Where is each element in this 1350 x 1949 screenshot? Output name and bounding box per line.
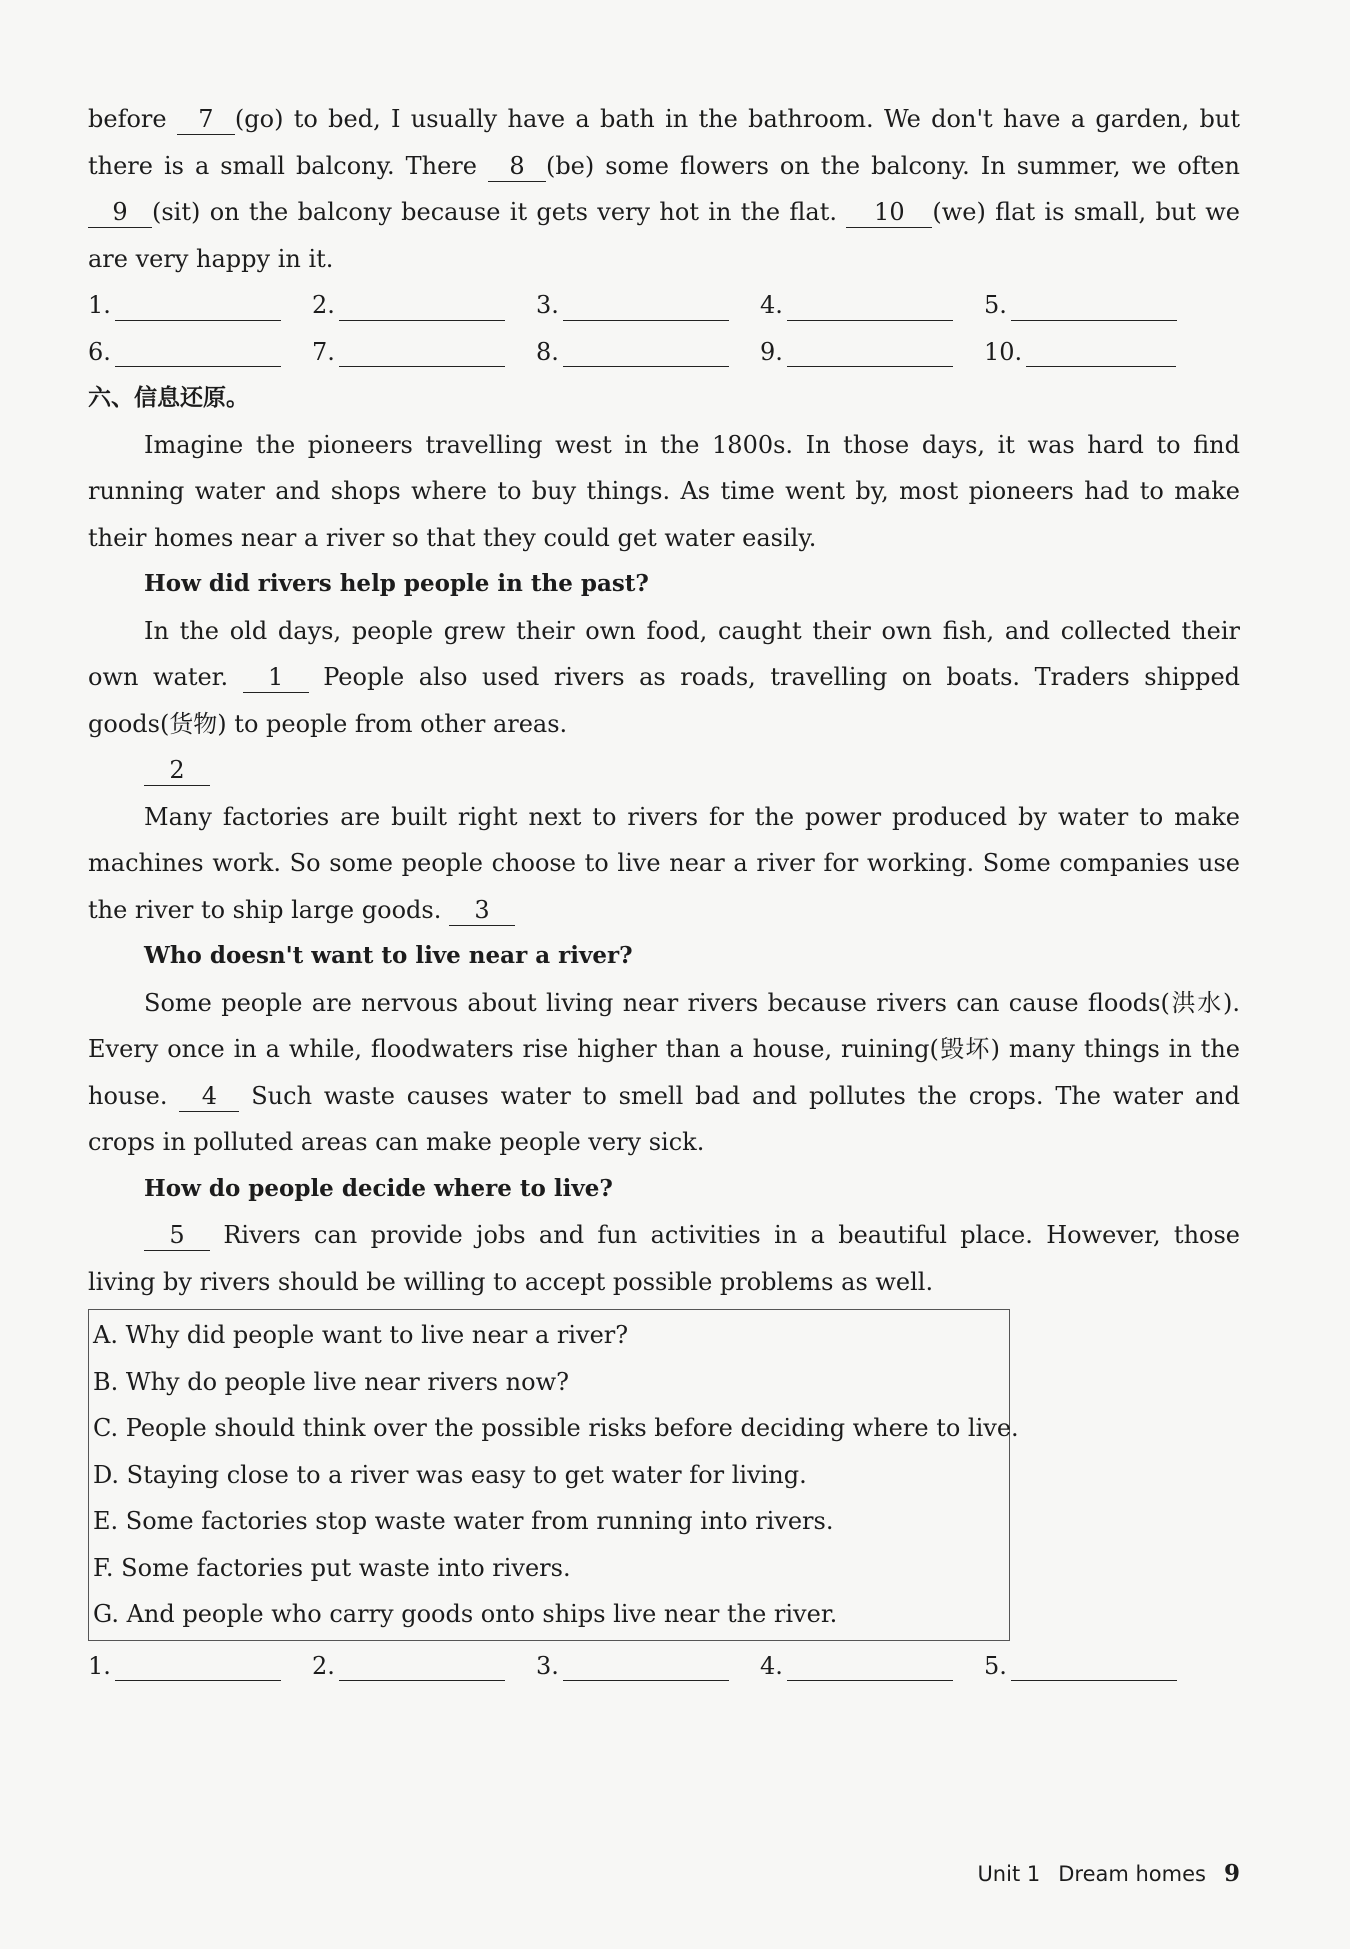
answer-slot[interactable]: 7.	[312, 329, 536, 376]
passage-text: (sit) on the balcony because it gets very hot in the flat.	[152, 198, 847, 226]
answer-row-section6	[88, 1643, 1240, 1690]
section-title: 六、信息还原。	[88, 385, 249, 411]
option-b: B. Why do people live near rivers now?	[93, 1367, 569, 1396]
option-f: F. Some factories put waste into rivers.	[93, 1553, 571, 1582]
paragraph-blank-2	[88, 747, 1240, 794]
passage-text: (we) flat is small, but we are very happy in it.	[88, 198, 1240, 273]
blank-7[interactable]: 7	[177, 104, 235, 135]
blank-1[interactable]: 1	[243, 662, 309, 693]
blank-10[interactable]: 10	[846, 197, 932, 228]
blank-5[interactable]: 5	[144, 1220, 210, 1251]
passage-text: (be) some flowers on the balcony. In summer, we often	[545, 151, 1240, 180]
content-column	[88, 96, 1240, 1689]
passage-end	[88, 96, 1240, 282]
answer-slot[interactable]: 4.	[760, 1643, 984, 1690]
paragraph-decide: 5 Rivers can provide jobs and fun activities in a beautiful place. However, those living by rivers should be willing to accept possible problems as well.	[88, 1221, 1240, 1296]
answer-slot[interactable]: 1.	[88, 282, 312, 329]
blank-9[interactable]: 9	[88, 197, 152, 228]
answer-slot[interactable]: 5.	[984, 282, 1208, 329]
option-c: C. People should think over the possible risks before deciding where to live.	[93, 1414, 1019, 1442]
passage-text: before	[88, 105, 177, 133]
option-a: A. Why did people want to live near a river?	[93, 1321, 629, 1349]
answer-slot[interactable]: 1.	[88, 1643, 312, 1690]
answer-slot[interactable]: 3.	[536, 282, 760, 329]
page-footer	[977, 1860, 1240, 1887]
answer-slot[interactable]: 6.	[88, 329, 312, 376]
blank-3[interactable]: 3	[449, 895, 515, 926]
paragraph-factories: Many factories are built right next to rivers for the power produced by water to make machines work. So some people choose to live near a river for working. Some companies use the river to ship large goods. 3	[88, 802, 1240, 924]
footer-unit-title: Dream homes	[1058, 1862, 1206, 1886]
answer-row-2	[88, 329, 1240, 376]
answer-slot[interactable]: 2.	[312, 1643, 536, 1690]
blank-8[interactable]: 8	[488, 151, 546, 182]
option-g: G. And people who carry goods onto ships live near the river.	[93, 1600, 838, 1628]
passage-text: (go) to bed, I usually have a bath in the bathroom. We don't have a garden, but there is a small balcony. There	[88, 105, 1240, 180]
paragraph-intro: Imagine the pioneers travelling west in the 1800s. In those days, it was hard to find running water and shops where to buy things. As time went by, most pioneers had to make their homes near a river so that they could get water easily.	[88, 430, 1240, 552]
answer-slot[interactable]: 10.	[984, 329, 1208, 376]
option-e: E. Some factories stop waste water from running into rivers.	[93, 1507, 834, 1535]
paragraph-past: In the old days, people grew their own food, caught their own fish, and collected their own water. 1 People also used rivers as roads, travelling on boats. Traders shipped goods(货物) to people from other areas.	[88, 616, 1241, 738]
answer-slot[interactable]: 2.	[312, 282, 536, 329]
answer-slot[interactable]: 5.	[984, 1643, 1208, 1690]
answer-slot[interactable]: 4.	[760, 282, 984, 329]
page-number: 9	[1223, 1860, 1240, 1887]
subheading-who: Who doesn't want to live near a river?	[144, 942, 633, 969]
options-box	[88, 1309, 1019, 1641]
answer-slot[interactable]: 9.	[760, 329, 984, 376]
option-d: D. Staying close to a river was easy to get water for living.	[93, 1460, 807, 1489]
answer-row-1	[88, 282, 1240, 329]
subheading-past: How did rivers help people in the past?	[144, 570, 649, 597]
subheading-decide: How do people decide where to live?	[144, 1174, 613, 1202]
paragraph-floods: Some people are nervous about living near rivers because rivers can cause floods(洪水). Every once in a while, floodwaters rise higher than a house, ruining(毁坏) many things in the house. 4 Such waste causes water to smell bad and pollutes the crops. The water and crops in polluted areas can make people very sick.	[88, 988, 1241, 1156]
answer-slot[interactable]: 3.	[536, 1643, 760, 1690]
footer-unit: Unit 1	[977, 1862, 1041, 1886]
blank-4[interactable]: 4	[179, 1081, 239, 1112]
answer-slot[interactable]: 8.	[536, 329, 760, 376]
blank-2[interactable]: 2	[144, 755, 210, 786]
